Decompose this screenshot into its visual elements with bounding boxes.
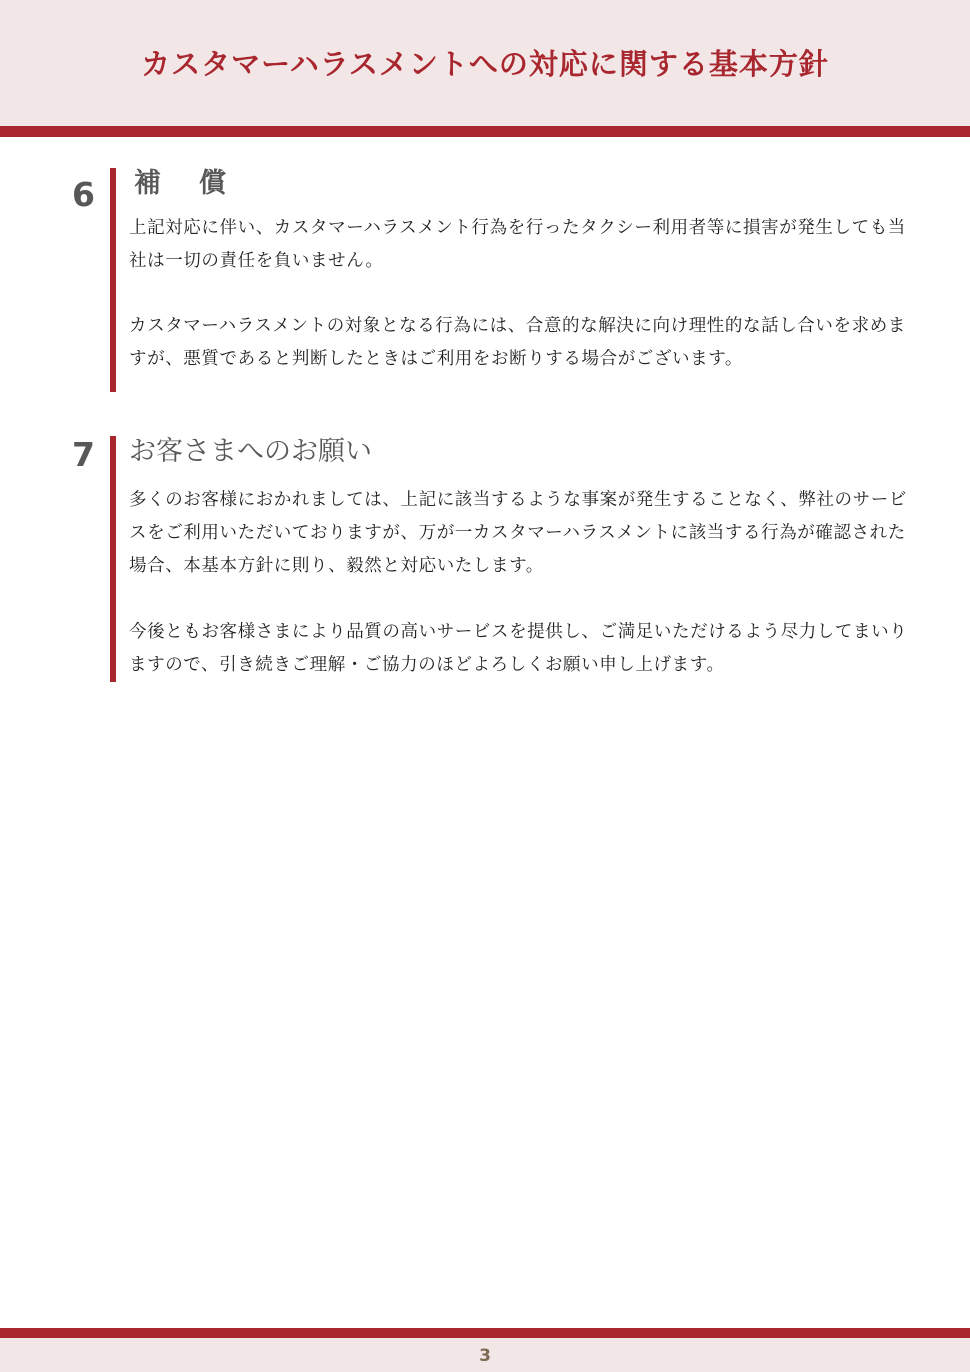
section-accent-bar (110, 168, 116, 392)
section-paragraph: 多くのお客様におかれましては、上記に該当するような事案が発生することなく、弊社のサービスをご利用いただいておりますが、万が一カスタマーハラスメントに該当する行為が確認された場合、本基本方針に則り、毅然と対応いたします。 (129, 490, 907, 576)
footer-divider (0, 1328, 970, 1338)
page-number: 3 (479, 1346, 491, 1366)
section-title: 補償 (134, 168, 264, 199)
page-title: カスタマーハラスメントへの対応に関する基本方針 (141, 47, 829, 81)
section-number: 7 (72, 435, 95, 474)
section-paragraph: カスタマーハラスメントの対象となる行為には、合意的な解決に向け理性的な話し合いを求めますが、悪質であると判断したときはご利用をお断りする場合がございます。 (129, 316, 906, 369)
section-paragraph: 上記対応に伴い、カスタマーハラスメント行為を行ったタクシー利用者等に損害が発生しても当社は一切の責任を負いません。 (129, 218, 906, 271)
section-accent-bar (110, 436, 116, 682)
section-title: お客さまへのお願い (129, 436, 372, 467)
header-divider (0, 126, 970, 137)
section-paragraph: 今後ともお客様さまにより品質の高いサービスを提供し、ご満足いただけるよう尽力してまいりますので、引き続きご理解・ご協力のほどよろしくお願い申し上げます。 (129, 622, 908, 675)
section-number: 6 (72, 175, 95, 214)
